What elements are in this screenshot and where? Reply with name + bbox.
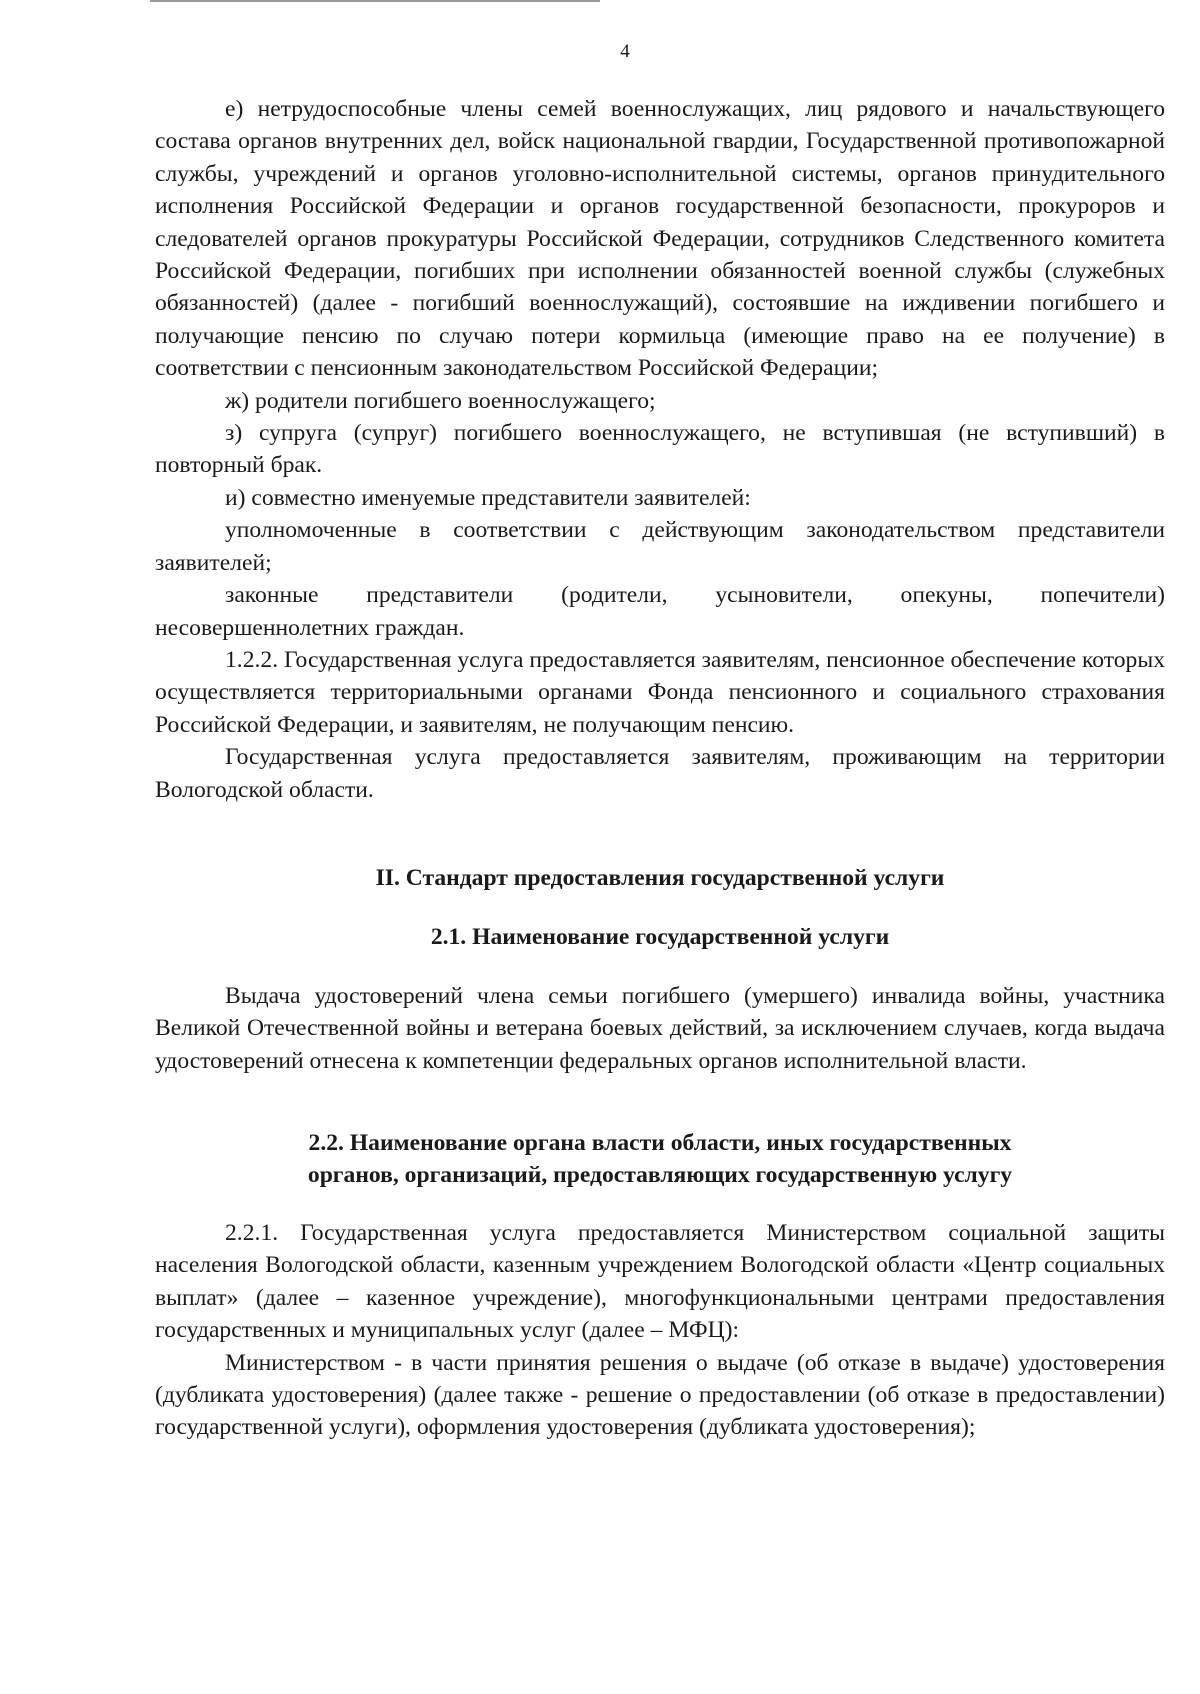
paragraph-ministry-role: Министерством - в части принятия решения о выдаче (об отказе в выдаче) удостоверения (дубликата удостоверения) (далее также - решение о предоставлении (об отказе в предоставлении) государственной услуги), оформления удостоверения (дубликата удостоверения);: [155, 1349, 1165, 1441]
paragraph-z-spouse: з) супруга (супруг) погибшего военнослужащего, не вступившая (не вступивший) в повторный брак.: [155, 420, 1165, 479]
subsection-2-1-heading-block: [155, 921, 1165, 953]
paragraph-1-2-2: 1.2.2. Государственная услуга предоставляется заявителям, пенсионное обеспечение которых осуществляется территориальными органами Фонда пенсионного и социального страхования Российской Федерации, и заявителям, не получающим пенсию.: [155, 646, 1165, 738]
paragraph-zh-parents: ж) родители погибшего военнослужащего;: [225, 387, 656, 414]
paragraph-i-representatives: и) совместно именуемые представители заявителей:: [225, 484, 751, 511]
scan-edge-line: [150, 0, 600, 2]
paragraph-e-disabled-family-members: е) нетрудоспособные члены семей военнослужащих, лиц рядового и начальствующего состава органов внутренних дел, войск национальной гвардии, Государственной противопожарной службы, учреждений и органов уголовно-исполнительной системы, органов принудительного исполнения Российской Федерации и органов государственной безопасности, прокуроров и следователей органов прокуратуры Российской Федерации, сотрудников Следственного комитета Российской Федерации, погибших при исполнении обязанностей военной службы (служебных обязанностей) (далее - погибший военнослужащий), состоявшие на иждивении погибшего и получающие пенсию по случаю потери кормильца (имеющие право на ее получение) в соответствии с пенсионным законодательством Российской Федерации;: [155, 96, 1165, 382]
section-2-heading-block: [155, 862, 1165, 894]
service-name-section: [155, 980, 1165, 1077]
subsection-2-1-heading: 2.1. Наименование государственной услуги: [430, 924, 890, 950]
providing-authorities-section: [155, 1217, 1165, 1444]
eligible-applicants-section: [155, 93, 1165, 806]
subsection-2-2-heading-line1: 2.2. Наименование органа власти области, иных государственных: [308, 1130, 1012, 1156]
subsection-2-2-heading-block: [155, 1127, 1165, 1191]
paragraph-service-name: Выдача удостоверений члена семьи погибшего (умершего) инвалида войны, участника Великой Отечественной войны и ветерана боевых действий, за исключением случаев, когда выдача удостоверений отнесена к компетенции федеральных органов исполнительной власти.: [155, 983, 1165, 1074]
paragraph-authorized-representatives: уполномоченные в соответствии с действующим законодательством представители заявителей;: [155, 517, 1165, 576]
paragraph-legal-representatives: законные представители (родители, усыновители, опекуны, попечители) несовершеннолетних граждан.: [155, 582, 1165, 641]
paragraph-residency-condition: Государственная услуга предоставляется заявителям, проживающим на территории Вологодской области.: [155, 744, 1165, 803]
page-number: 4: [620, 41, 630, 62]
paragraph-2-2-1: 2.2.1. Государственная услуга предоставляется Министерством социальной защиты населения Вологодской области, казенным учреждением Вологодской области «Центр социальных выплат» (далее – казенное учреждение), многофункциональными центрами предоставления государственных и муниципальных услуг (далее – МФЦ):: [155, 1220, 1165, 1344]
section-2-heading: II. Стандарт предоставления государственной услуги: [375, 865, 945, 891]
subsection-2-2-heading-line2: органов, организаций, предоставляющих государственную услугу: [307, 1162, 1013, 1188]
